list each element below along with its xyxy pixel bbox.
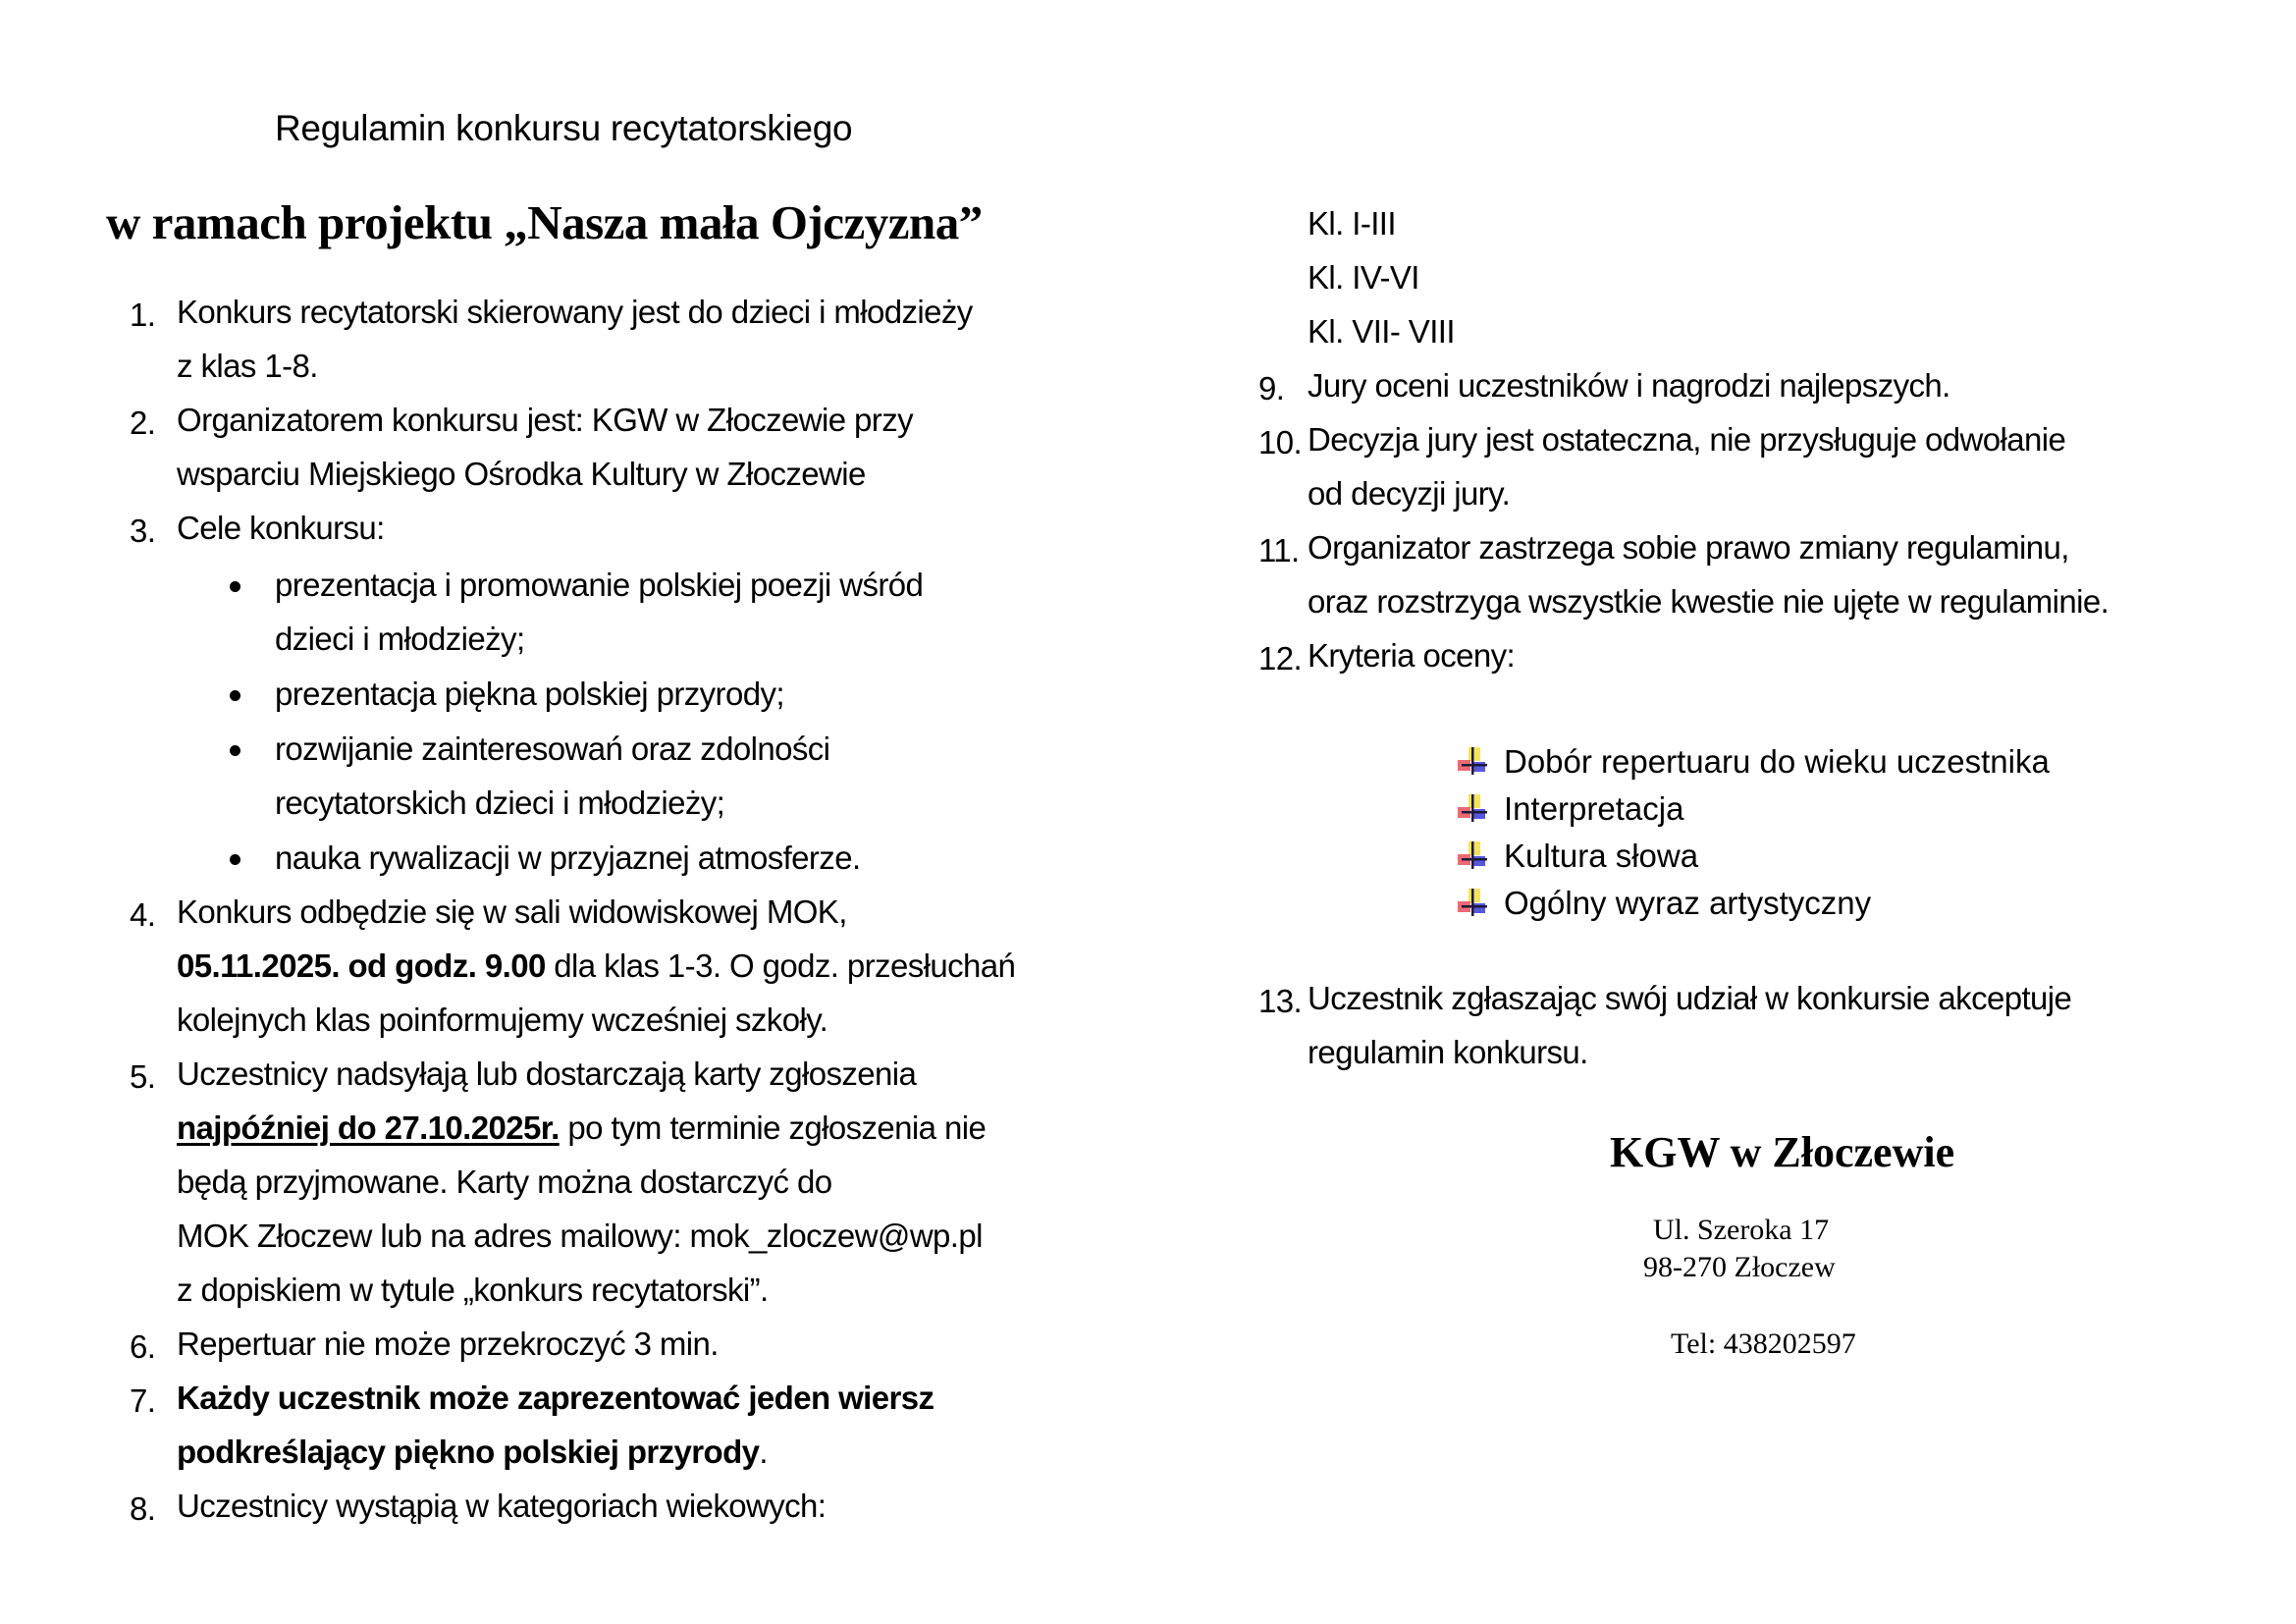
multicolor-cross-bullet-icon (1455, 790, 1490, 826)
rule-5-after-deadline: po tym terminie zgłoszenia nie (559, 1110, 987, 1146)
goal-4-line-1: nauka rywalizacji w przyjaznej atmosferze. (275, 839, 861, 876)
rule-9-line-1: Jury oceni uczestników i nagrodzi najlepszych. (1308, 367, 1950, 404)
criteria-label: Ogólny wyraz artystyczny (1504, 885, 1872, 921)
rule-number: 11. (1258, 532, 1300, 568)
rule-2-line-2: wsparciu Miejskiego Ośrodka Kultury w Złoczewie (177, 456, 866, 492)
rule-13-line-1: Uczestnik zgłaszając swój udział w konkursie akceptuje (1308, 980, 2072, 1016)
rule-4-line-1: Konkurs odbędzie się w sali widowiskowej MOK, (177, 893, 847, 930)
rule-5-line-4: MOK Złoczew lub na adres mailowy: mok_zloczew@wp.pl (177, 1218, 983, 1254)
rule-1-line-2: z klas 1-8. (177, 348, 318, 384)
multicolor-cross-bullet-icon (1455, 838, 1490, 873)
rule-number: 7. (130, 1382, 156, 1419)
rule-10-line-2: od decyzji jury. (1308, 475, 1511, 512)
bullet-icon (230, 690, 240, 701)
organizer-name: KGW w Złoczewie (1610, 1128, 1955, 1176)
criteria-label: Kultura słowa (1504, 838, 1699, 874)
rule-number: 9. (1258, 370, 1285, 406)
rule-5-line-5: z dopiskiem w tytule „konkurs recytatorski”. (177, 1272, 769, 1308)
rule-number: 3. (130, 513, 156, 549)
rule-number: 6. (130, 1328, 156, 1365)
bullet-icon (230, 854, 240, 865)
rule-number: 13. (1258, 983, 1303, 1019)
goal-2-line-1: prezentacja piękna polskiej przyrody; (275, 676, 784, 712)
rule-3-line-1: Cele konkursu: (177, 510, 385, 546)
rule-11-line-1: Organizator zastrzega sobie prawo zmiany regulaminu, (1308, 529, 2069, 566)
age-category: Kl. IV-VI (1308, 259, 1419, 296)
bullet-icon (230, 745, 240, 756)
rule-7-line-1: Każdy uczestnik może zaprezentować jeden wiersz (177, 1380, 934, 1416)
multicolor-cross-bullet-icon (1455, 885, 1490, 920)
rule-number: 12. (1258, 640, 1303, 677)
document-subtitle: Regulamin konkursu recytatorskiego (275, 108, 853, 148)
deadline-date: najpóźniej do 27.10.2025r. (177, 1110, 560, 1146)
organizer-city: 98-270 Złoczew (1643, 1251, 1836, 1283)
rule-2-line-1: Organizatorem konkursu jest: KGW w Złoczewie przy (177, 402, 913, 438)
organizer-street: Ul. Szeroka 17 (1653, 1214, 1830, 1246)
rule-7-line-2 (177, 1431, 768, 1474)
criteria-label: Dobór repertuaru do wieku uczestnika (1504, 743, 2050, 780)
goal-1-line-2: dzieci i młodzieży; (275, 621, 525, 657)
document-title: w ramach projektu „Nasza mała Ojczyzna” (106, 195, 983, 249)
age-category: Kl. VII- VIII (1308, 313, 1455, 350)
rule-13-line-2: regulamin konkursu. (1308, 1034, 1588, 1070)
goal-3-line-1: rozwijanie zainteresowań oraz zdolności (275, 731, 830, 767)
rule-8-line-1: Uczestnicy wystąpią w kategoriach wiekowych: (177, 1488, 827, 1524)
goal-1-line-1: prezentacja i promowanie polskiej poezji wśród (275, 567, 924, 603)
rule-6-line-1: Repertuar nie może przekroczyć 3 min. (177, 1326, 719, 1362)
rule-12-line-1: Kryteria oceny: (1308, 637, 1516, 674)
rule-number: 8. (130, 1490, 156, 1527)
rule-5-line-2 (177, 1107, 986, 1150)
criteria-label: Interpretacja (1504, 790, 1684, 827)
rule-7-bold-text: podkreślający piękno polskiej przyrody (177, 1434, 760, 1470)
rule-number: 1. (130, 297, 156, 333)
rule-number: 2. (130, 405, 156, 441)
rule-4-line-2 (177, 945, 1015, 988)
rule-10-line-1: Decyzja jury jest ostateczna, nie przysługuje odwołanie (1308, 421, 2066, 458)
organizer-phone: Tel: 438202597 (1671, 1327, 1856, 1360)
rule-4-line-3: kolejnych klas poinformujemy wcześniej szkoły. (177, 1001, 828, 1038)
rule-5-line-1: Uczestnicy nadsyłają lub dostarczają karty zgłoszenia (177, 1056, 917, 1092)
rule-number: 4. (130, 896, 156, 933)
rule-5-line-3: będą przyjmowane. Karty można dostarczyć do (177, 1164, 832, 1200)
age-category: Kl. I-III (1308, 205, 1396, 242)
multicolor-cross-bullet-icon (1455, 743, 1490, 779)
rule-11-line-2: oraz rozstrzyga wszystkie kwestie nie ujęte w regulaminie. (1308, 583, 2109, 620)
goal-3-line-2: recytatorskich dzieci i młodzieży; (275, 785, 725, 821)
rule-1-line-1: Konkurs recytatorski skierowany jest do dzieci i młodzieży (177, 294, 973, 330)
rule-number: 5. (130, 1058, 156, 1095)
event-date-time: 05.11.2025. od godz. 9.00 (177, 947, 546, 984)
bullet-icon (230, 581, 240, 592)
rule-number: 10. (1258, 424, 1303, 460)
rule-4-after-bold: dla klas 1-3. O godz. przesłuchań (545, 947, 1016, 984)
rule-7-tail: . (759, 1434, 768, 1470)
